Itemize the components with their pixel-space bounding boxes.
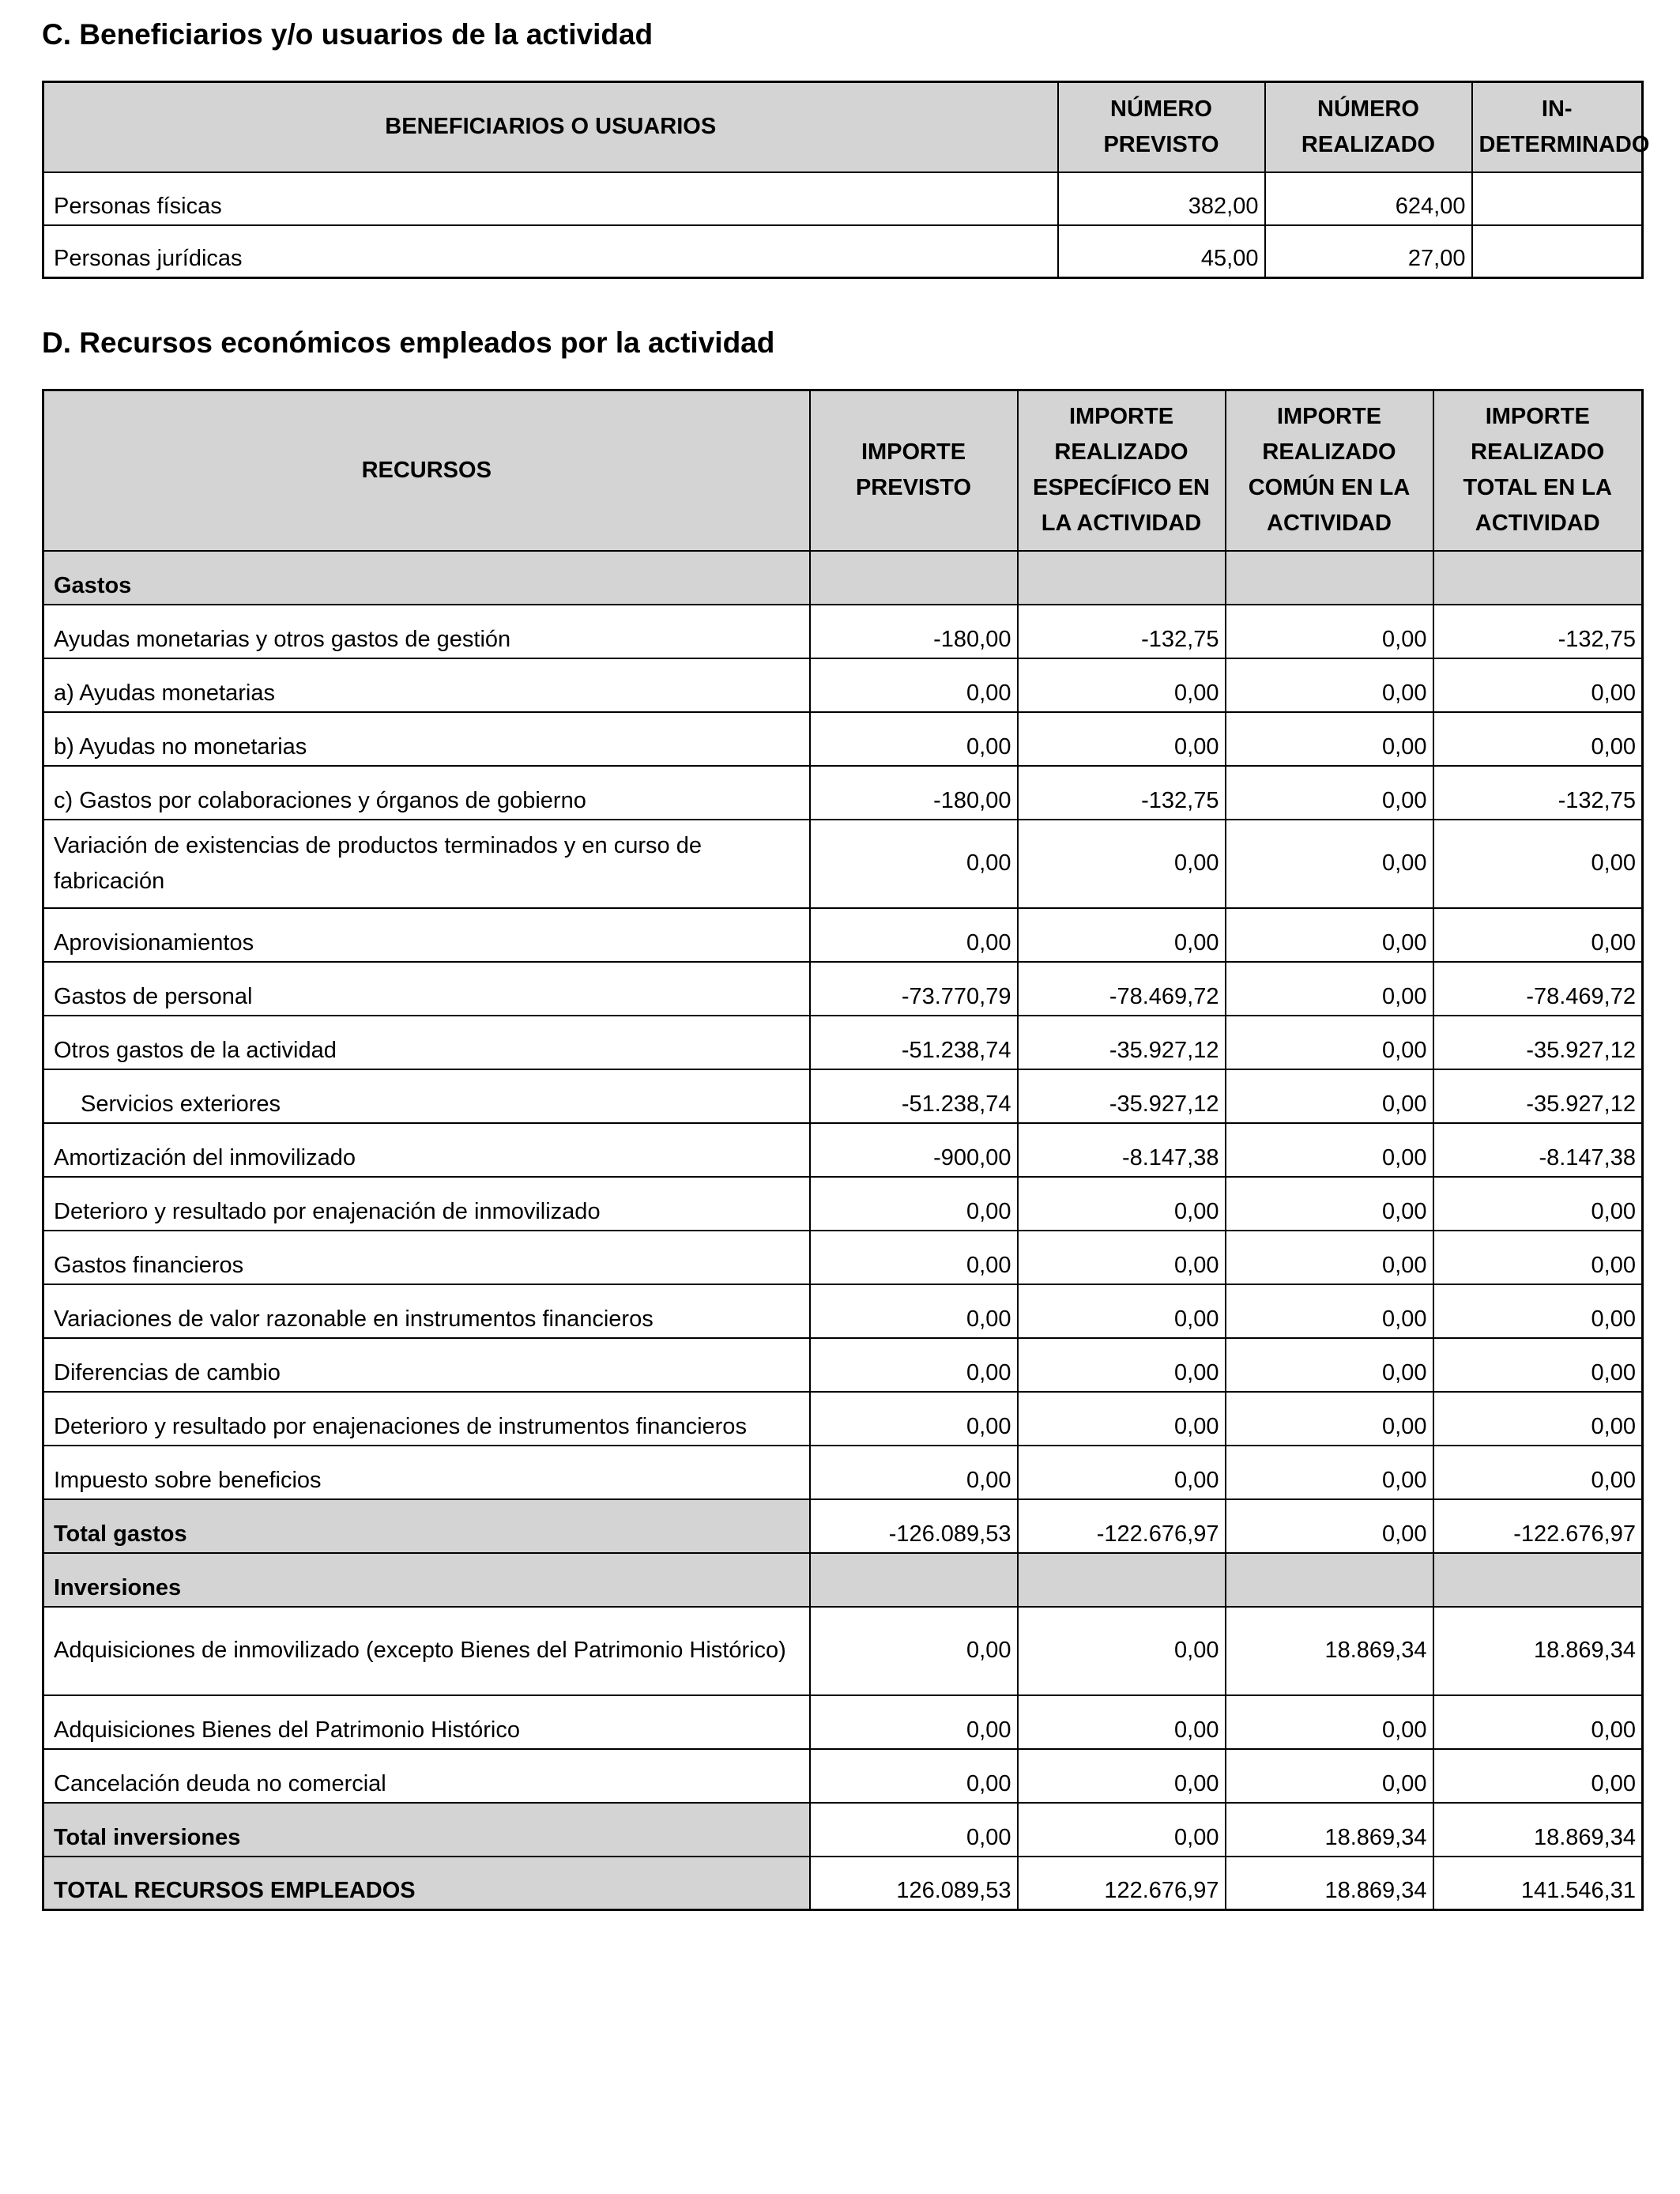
cell-importe-especifico: 0,00 bbox=[1018, 658, 1226, 712]
table-row bbox=[43, 1392, 1643, 1446]
table-row bbox=[43, 1695, 1643, 1749]
cell-importe-comun: 0,00 bbox=[1226, 908, 1433, 962]
row-label: Cancelación deuda no comercial bbox=[43, 1749, 810, 1803]
cell-importe-previsto: 0,00 bbox=[810, 1284, 1018, 1338]
cell-importe-especifico: -132,75 bbox=[1018, 766, 1226, 820]
cell-importe-comun: 0,00 bbox=[1226, 1499, 1433, 1553]
cell-importe-comun: 0,00 bbox=[1226, 1231, 1433, 1284]
cell-importe-comun: 0,00 bbox=[1226, 1695, 1433, 1749]
cell-importe-total: 141.546,31 bbox=[1433, 1857, 1643, 1910]
beneficiaries-table bbox=[42, 81, 1650, 279]
row-label: TOTAL RECURSOS EMPLEADOS bbox=[43, 1857, 810, 1910]
row-label: Deterioro y resultado por enajenación de inmovilizado bbox=[43, 1177, 810, 1231]
table-row bbox=[43, 1123, 1643, 1177]
cell-importe-total: -78.469,72 bbox=[1433, 962, 1643, 1016]
col-header-beneficiarios: BENEFICIARIOS O USUARIOS bbox=[43, 82, 1058, 172]
col-header-importe-previsto: IMPORTE PREVISTO bbox=[810, 390, 1018, 551]
row-label: c) Gastos por colaboraciones y órganos de gobierno bbox=[43, 766, 810, 820]
cell-importe-total: -8.147,38 bbox=[1433, 1123, 1643, 1177]
row-label: Adquisiciones de inmovilizado (excepto Bienes del Patrimonio Histórico) bbox=[43, 1607, 810, 1695]
cell-importe-total: 0,00 bbox=[1433, 1392, 1643, 1446]
cell-importe-comun: 0,00 bbox=[1226, 1016, 1433, 1069]
cell-importe-comun: 18.869,34 bbox=[1226, 1857, 1433, 1910]
cell-importe-total: 18.869,34 bbox=[1433, 1803, 1643, 1857]
cell-importe-previsto: 0,00 bbox=[810, 820, 1018, 908]
cell-realizado: 27,00 bbox=[1265, 225, 1472, 278]
col-header-recursos: RECURSOS bbox=[43, 390, 810, 551]
cell-importe-total: -35.927,12 bbox=[1433, 1069, 1643, 1123]
cell-importe-especifico: 0,00 bbox=[1018, 1338, 1226, 1392]
table-row bbox=[43, 1499, 1643, 1553]
col-header-indeterminado: IN-DETERMINADO bbox=[1472, 82, 1643, 172]
cell-importe-previsto: 0,00 bbox=[810, 1803, 1018, 1857]
table-row bbox=[43, 1016, 1643, 1069]
cell-importe-comun bbox=[1226, 551, 1433, 605]
col-header-importe-total: IMPORTE REALIZADO TOTAL EN LA ACTIVIDAD bbox=[1433, 390, 1643, 551]
row-label: Otros gastos de la actividad bbox=[43, 1016, 810, 1069]
cell-importe-comun: 18.869,34 bbox=[1226, 1607, 1433, 1695]
cell-importe-especifico: -78.469,72 bbox=[1018, 962, 1226, 1016]
cell-importe-total: 0,00 bbox=[1433, 658, 1643, 712]
row-label: Personas jurídicas bbox=[43, 225, 1058, 278]
cell-importe-especifico: 122.676,97 bbox=[1018, 1857, 1226, 1910]
cell-importe-total: -35.927,12 bbox=[1433, 1016, 1643, 1069]
table-row bbox=[43, 225, 1643, 278]
cell-indeterminado bbox=[1472, 172, 1643, 225]
row-label: Ayudas monetarias y otros gastos de gestión bbox=[43, 605, 810, 658]
cell-importe-previsto: -126.089,53 bbox=[810, 1499, 1018, 1553]
table-row bbox=[43, 962, 1643, 1016]
table-row bbox=[43, 1803, 1643, 1857]
cell-importe-total: 0,00 bbox=[1433, 1695, 1643, 1749]
cell-importe-total: 18.869,34 bbox=[1433, 1607, 1643, 1695]
cell-importe-especifico: -132,75 bbox=[1018, 605, 1226, 658]
col-header-importe-especifico: IMPORTE REALIZADO ESPECÍFICO EN LA ACTIVIDAD bbox=[1018, 390, 1226, 551]
table-row bbox=[43, 1231, 1643, 1284]
table-row bbox=[43, 605, 1643, 658]
cell-importe-comun: 0,00 bbox=[1226, 962, 1433, 1016]
col-header-numero-previsto: NÚMERO PREVISTO bbox=[1058, 82, 1265, 172]
cell-importe-comun: 0,00 bbox=[1226, 1284, 1433, 1338]
cell-importe-previsto: 0,00 bbox=[810, 1231, 1018, 1284]
cell-importe-especifico: 0,00 bbox=[1018, 1231, 1226, 1284]
row-label: Personas físicas bbox=[43, 172, 1058, 225]
cell-previsto: 382,00 bbox=[1058, 172, 1265, 225]
cell-importe-comun: 0,00 bbox=[1226, 712, 1433, 766]
cell-importe-previsto: 0,00 bbox=[810, 712, 1018, 766]
row-label: Servicios exteriores bbox=[43, 1069, 810, 1123]
cell-importe-comun bbox=[1226, 1553, 1433, 1607]
cell-importe-especifico: 0,00 bbox=[1018, 1392, 1226, 1446]
cell-importe-previsto: 0,00 bbox=[810, 908, 1018, 962]
row-label: Gastos bbox=[43, 551, 810, 605]
cell-importe-previsto: 0,00 bbox=[810, 1607, 1018, 1695]
row-label: Variación de existencias de productos terminados y en curso de fabricación bbox=[43, 820, 810, 908]
cell-importe-total: -132,75 bbox=[1433, 766, 1643, 820]
table-row bbox=[43, 1446, 1643, 1499]
section-heading-row bbox=[43, 1553, 1643, 1607]
row-label: Total gastos bbox=[43, 1499, 810, 1553]
resources-table bbox=[42, 389, 1644, 1911]
table-row bbox=[43, 766, 1643, 820]
cell-importe-especifico: -122.676,97 bbox=[1018, 1499, 1226, 1553]
cell-importe-especifico: 0,00 bbox=[1018, 1284, 1226, 1338]
cell-importe-comun: 0,00 bbox=[1226, 1069, 1433, 1123]
cell-importe-especifico: 0,00 bbox=[1018, 1177, 1226, 1231]
cell-importe-total: 0,00 bbox=[1433, 1446, 1643, 1499]
cell-importe-especifico: 0,00 bbox=[1018, 1446, 1226, 1499]
cell-importe-especifico: 0,00 bbox=[1018, 1607, 1226, 1695]
cell-importe-total: 0,00 bbox=[1433, 712, 1643, 766]
cell-importe-especifico bbox=[1018, 1553, 1226, 1607]
cell-importe-comun: 0,00 bbox=[1226, 1177, 1433, 1231]
cell-importe-previsto: 0,00 bbox=[810, 1392, 1018, 1446]
cell-realizado: 624,00 bbox=[1265, 172, 1472, 225]
cell-importe-comun: 0,00 bbox=[1226, 1123, 1433, 1177]
table-row bbox=[43, 1338, 1643, 1392]
row-label: Gastos financieros bbox=[43, 1231, 810, 1284]
cell-importe-total: 0,00 bbox=[1433, 1284, 1643, 1338]
cell-importe-comun: 0,00 bbox=[1226, 658, 1433, 712]
cell-importe-total bbox=[1433, 1553, 1643, 1607]
table-row bbox=[43, 1857, 1643, 1910]
cell-importe-previsto: -73.770,79 bbox=[810, 962, 1018, 1016]
cell-importe-comun: 0,00 bbox=[1226, 1338, 1433, 1392]
row-label: Inversiones bbox=[43, 1553, 810, 1607]
section-d-title: D. Recursos económicos empleados por la actividad bbox=[42, 326, 775, 359]
cell-importe-especifico: -8.147,38 bbox=[1018, 1123, 1226, 1177]
cell-importe-especifico: 0,00 bbox=[1018, 1695, 1226, 1749]
row-label: Total inversiones bbox=[43, 1803, 810, 1857]
table-row bbox=[43, 1177, 1643, 1231]
cell-importe-especifico: -35.927,12 bbox=[1018, 1016, 1226, 1069]
row-label: a) Ayudas monetarias bbox=[43, 658, 810, 712]
cell-indeterminado bbox=[1472, 225, 1643, 278]
table-row bbox=[43, 172, 1643, 225]
table-row bbox=[43, 1607, 1643, 1695]
cell-importe-comun: 0,00 bbox=[1226, 1392, 1433, 1446]
cell-importe-especifico: 0,00 bbox=[1018, 908, 1226, 962]
row-label: Deterioro y resultado por enajenaciones de instrumentos financieros bbox=[43, 1392, 810, 1446]
cell-importe-comun: 0,00 bbox=[1226, 766, 1433, 820]
cell-importe-previsto: 126.089,53 bbox=[810, 1857, 1018, 1910]
cell-importe-total: 0,00 bbox=[1433, 908, 1643, 962]
cell-importe-especifico: -35.927,12 bbox=[1018, 1069, 1226, 1123]
cell-importe-previsto: 0,00 bbox=[810, 1177, 1018, 1231]
cell-importe-total: 0,00 bbox=[1433, 1338, 1643, 1392]
cell-previsto: 45,00 bbox=[1058, 225, 1265, 278]
cell-importe-comun: 0,00 bbox=[1226, 605, 1433, 658]
cell-importe-previsto: -180,00 bbox=[810, 766, 1018, 820]
section-c-title: C. Beneficiarios y/o usuarios de la actividad bbox=[42, 18, 654, 51]
cell-importe-previsto bbox=[810, 551, 1018, 605]
row-label: Variaciones de valor razonable en instrumentos financieros bbox=[43, 1284, 810, 1338]
row-label: Diferencias de cambio bbox=[43, 1338, 810, 1392]
cell-importe-comun: 0,00 bbox=[1226, 1446, 1433, 1499]
cell-importe-previsto: -51.238,74 bbox=[810, 1069, 1018, 1123]
table-row bbox=[43, 1284, 1643, 1338]
row-label: b) Ayudas no monetarias bbox=[43, 712, 810, 766]
cell-importe-total: -132,75 bbox=[1433, 605, 1643, 658]
cell-importe-especifico: 0,00 bbox=[1018, 820, 1226, 908]
cell-importe-total bbox=[1433, 551, 1643, 605]
cell-importe-especifico: 0,00 bbox=[1018, 712, 1226, 766]
cell-importe-total: -122.676,97 bbox=[1433, 1499, 1643, 1553]
cell-importe-especifico: 0,00 bbox=[1018, 1749, 1226, 1803]
table-header-row bbox=[43, 390, 1643, 551]
cell-importe-total: 0,00 bbox=[1433, 820, 1643, 908]
resources-table-body bbox=[43, 551, 1643, 1910]
cell-importe-previsto: 0,00 bbox=[810, 1338, 1018, 1392]
table-header-row bbox=[43, 82, 1643, 172]
row-label: Gastos de personal bbox=[43, 962, 810, 1016]
row-label: Adquisiciones Bienes del Patrimonio Histórico bbox=[43, 1695, 810, 1749]
cell-importe-total: 0,00 bbox=[1433, 1231, 1643, 1284]
row-label: Aprovisionamientos bbox=[43, 908, 810, 962]
cell-importe-total: 0,00 bbox=[1433, 1177, 1643, 1231]
cell-importe-especifico bbox=[1018, 551, 1226, 605]
table-row bbox=[43, 1069, 1643, 1123]
row-label: Impuesto sobre beneficios bbox=[43, 1446, 810, 1499]
cell-importe-comun: 0,00 bbox=[1226, 820, 1433, 908]
cell-importe-previsto bbox=[810, 1553, 1018, 1607]
table-row bbox=[43, 658, 1643, 712]
cell-importe-previsto: 0,00 bbox=[810, 1695, 1018, 1749]
table-row bbox=[43, 712, 1643, 766]
section-heading-row bbox=[43, 551, 1643, 605]
col-header-numero-realizado: NÚMERO REALIZADO bbox=[1265, 82, 1472, 172]
col-header-importe-comun: IMPORTE REALIZADO COMÚN EN LA ACTIVIDAD bbox=[1226, 390, 1433, 551]
cell-importe-previsto: -900,00 bbox=[810, 1123, 1018, 1177]
cell-importe-total: 0,00 bbox=[1433, 1749, 1643, 1803]
cell-importe-previsto: -51.238,74 bbox=[810, 1016, 1018, 1069]
cell-importe-previsto: -180,00 bbox=[810, 605, 1018, 658]
cell-importe-especifico: 0,00 bbox=[1018, 1803, 1226, 1857]
table-row bbox=[43, 908, 1643, 962]
cell-importe-comun: 18.869,34 bbox=[1226, 1803, 1433, 1857]
table-row bbox=[43, 820, 1643, 908]
row-label: Amortización del inmovilizado bbox=[43, 1123, 810, 1177]
cell-importe-comun: 0,00 bbox=[1226, 1749, 1433, 1803]
cell-importe-previsto: 0,00 bbox=[810, 1749, 1018, 1803]
cell-importe-previsto: 0,00 bbox=[810, 658, 1018, 712]
table-row bbox=[43, 1749, 1643, 1803]
cell-importe-previsto: 0,00 bbox=[810, 1446, 1018, 1499]
